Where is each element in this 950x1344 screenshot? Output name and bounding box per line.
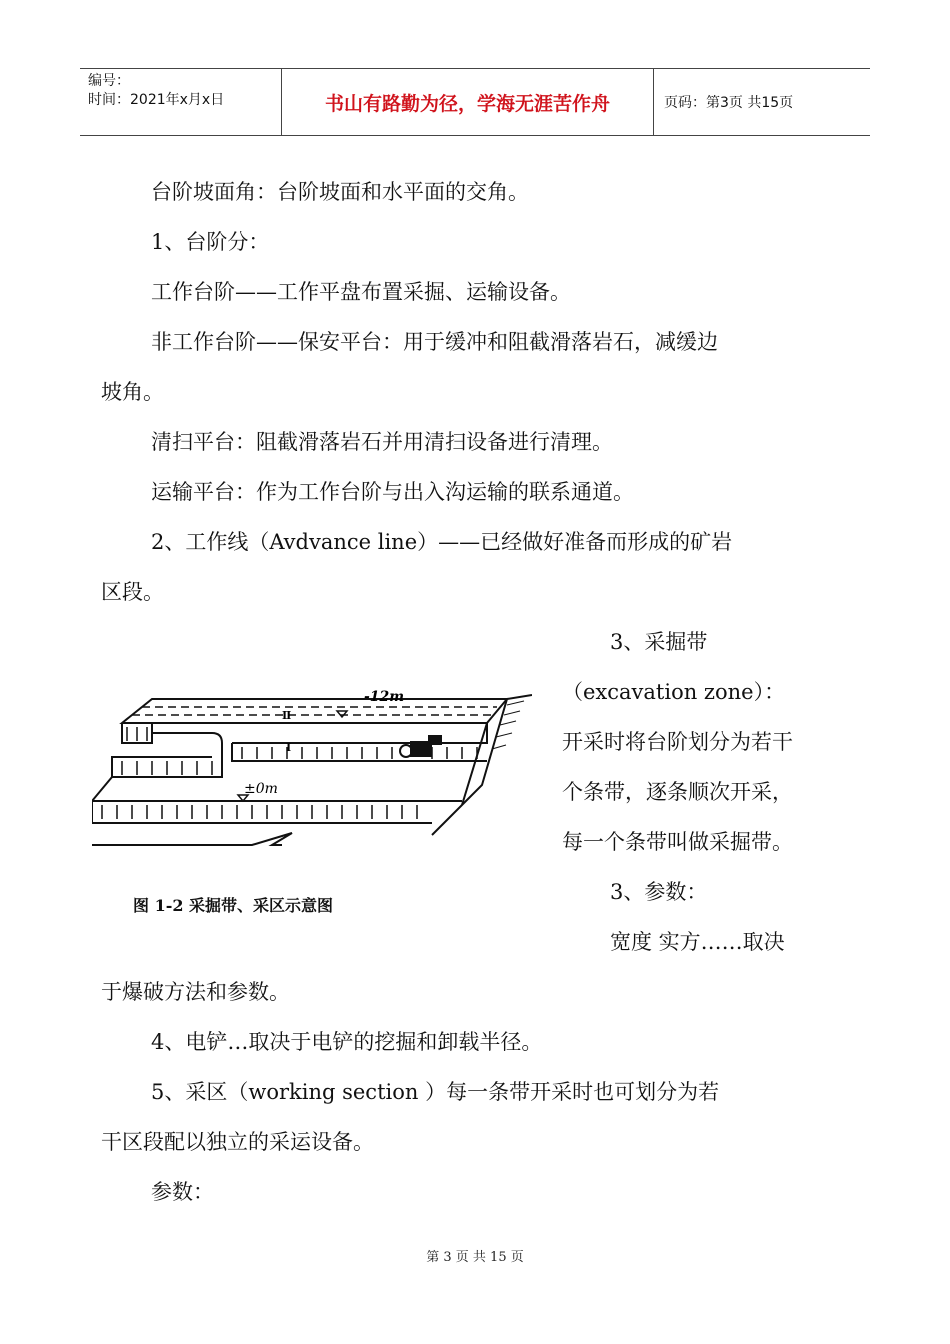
- date-label: 时间：2021年x月x日: [88, 92, 225, 108]
- figure-lower-face: [92, 801, 432, 823]
- paragraph-nonworking-bench: 非工作台阶——保安平台：用于缓冲和阻截滑落岩石，减缓边: [151, 330, 718, 354]
- header-page-code: 页码：第3页 共15页: [664, 95, 794, 111]
- side-params-width: 宽度 实方……取决: [610, 930, 785, 954]
- number-label: 编号：: [88, 73, 130, 89]
- figure-label-i: Ⅰ: [286, 741, 292, 754]
- figure-label-ii: Ⅱ: [282, 709, 292, 722]
- header-meta: [80, 69, 282, 135]
- excavation-zone-figure: [92, 685, 532, 855]
- figure-label-bottom: ±0m: [244, 781, 278, 797]
- figure-right-slope: [432, 695, 532, 835]
- paragraph-advance-line: 2、工作线（Avdvance line）——已经做好准备而形成的矿岩: [151, 530, 733, 554]
- figure-upper-face-right: [232, 723, 487, 743]
- paragraph-working-bench: 工作台阶——工作平盘布置采掘、运输设备。: [151, 280, 571, 304]
- paragraph-transport-platform: 运输平台：作为工作台阶与出入沟运输的联系通道。: [151, 480, 634, 504]
- paragraph-working-section-cont: 干区段配以独立的采运设备。: [101, 1130, 374, 1154]
- paragraph-advance-line-cont: 区段。: [101, 580, 164, 604]
- figure-caption: 图 1-2 采掘带、采区示意图: [133, 896, 334, 915]
- paragraph-working-section: 5、采区（working section ）每一条带开采时也可划分为若: [151, 1080, 720, 1104]
- paragraph-shovel: 4、电铲…取决于电铲的挖掘和卸载半径。: [151, 1030, 543, 1054]
- figure-upper-surface: [122, 699, 507, 723]
- side-excavation-desc3: 每一个条带叫做采掘带。: [562, 830, 793, 854]
- side-excavation-desc1: 开采时将台阶划分为若干: [562, 730, 793, 754]
- side-excavation-title: 3、采掘带: [610, 630, 708, 654]
- paragraph-slope-angle: 台阶坡面角：台阶坡面和水平面的交角。: [151, 180, 529, 204]
- figure-level-marker-top: [337, 711, 347, 717]
- figure-slope-hatches: [492, 701, 524, 749]
- figure-direction-arrow: [92, 833, 292, 845]
- header-motto: 书山有路勤为径，学海无涯苦作舟: [282, 69, 654, 135]
- figure-upper-toe: [232, 743, 487, 761]
- figure-label-top: -12m: [364, 689, 405, 705]
- figure-lower-hatches: [102, 805, 417, 819]
- side-params-title: 3、参数：: [610, 880, 708, 904]
- paragraph-blasting: 于爆破方法和参数。: [101, 980, 290, 1004]
- page-footer: 第 3 页 共 15 页: [426, 1250, 524, 1265]
- paragraph-nonworking-bench-cont: 坡角。: [101, 380, 164, 404]
- document-header: [80, 68, 870, 136]
- paragraph-cleaning-platform: 清扫平台：阻截滑落岩石并用清扫设备进行清理。: [151, 430, 613, 454]
- paragraph-params: 参数：: [151, 1180, 214, 1204]
- shovel-icon: [400, 735, 442, 757]
- side-excavation-en: （excavation zone）：: [562, 680, 786, 704]
- side-excavation-desc2: 个条带，逐条顺次开采，: [562, 780, 793, 804]
- paragraph-bench-types: 1、台阶分：: [151, 230, 270, 254]
